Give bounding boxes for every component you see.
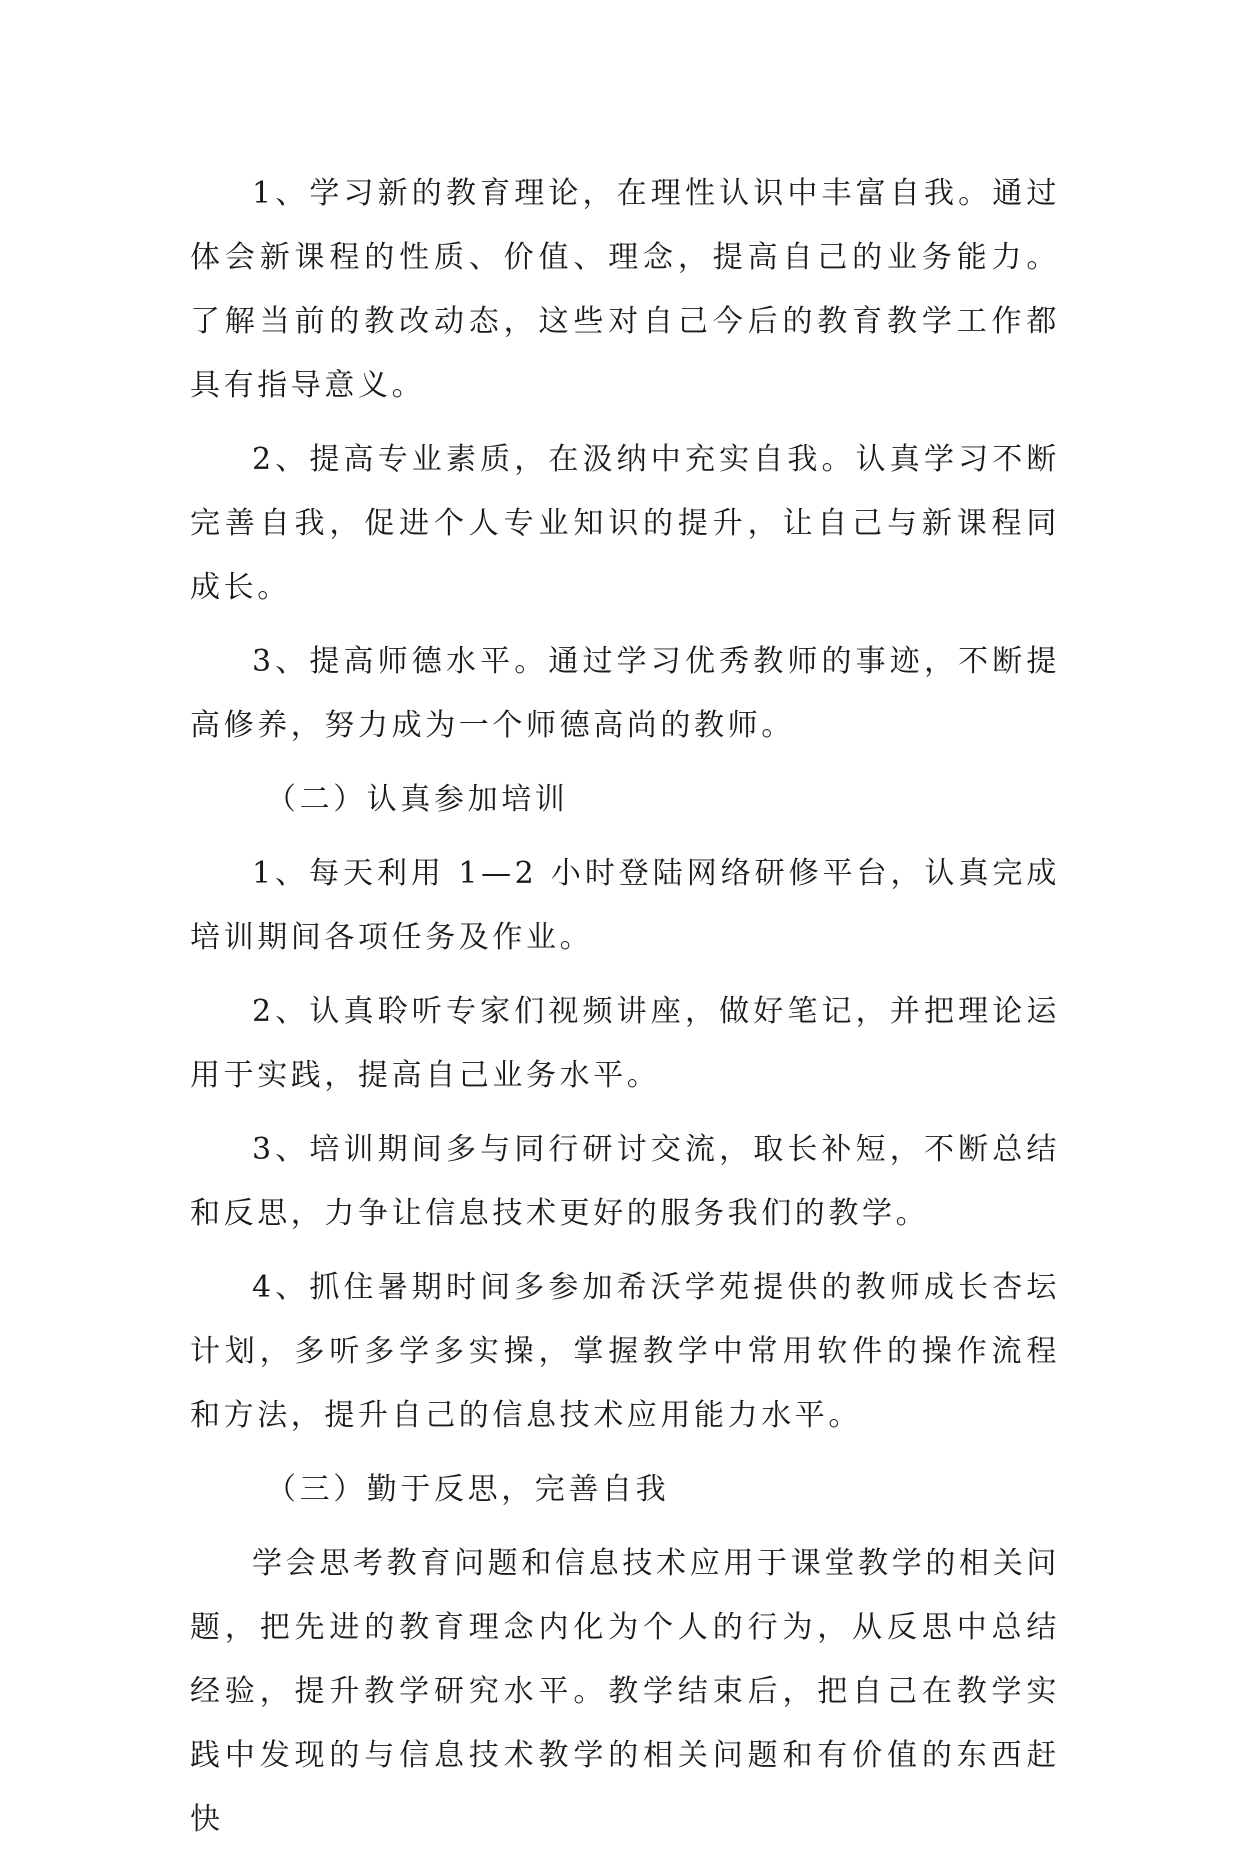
paragraph-6: 3、培训期间多与同行研讨交流，取长补短，不断总结和反思，力争让信息技术更好的服务我们的教学。: [190, 1132, 1060, 1231]
section-heading-3: （三）勤于反思，完善自我: [266, 1472, 670, 1507]
paragraph-1: 1、学习新的教育理论，在理性认识中丰富自我。通过体会新课程的性质、价值、理念，提高自己的业务能力。了解当前的教改动态，这些对自己今后的教育教学工作都具有指导意义。: [190, 176, 1060, 403]
paragraph-4: 1、每天利用 1—2 小时登陆网络研修平台，认真完成培训期间各项任务及作业。: [190, 856, 1060, 955]
document-body: [190, 162, 1060, 1862]
paragraph-7: 4、抓住暑期时间多参加希沃学苑提供的教师成长杏坛计划，多听多学多实操，掌握教学中常用软件的操作流程和方法，提升自己的信息技术应用能力水平。: [190, 1270, 1060, 1433]
paragraph-5: 2、认真聆听专家们视频讲座，做好笔记，并把理论运用于实践，提高自己业务水平。: [190, 994, 1060, 1093]
paragraph-3: 3、提高师德水平。通过学习优秀教师的事迹，不断提高修养，努力成为一个师德高尚的教师。: [190, 644, 1060, 743]
paragraph-8: 学会思考教育问题和信息技术应用于课堂教学的相关问题，把先进的教育理念内化为个人的行为，从反思中总结经验，提升教学研究水平。教学结束后，把自己在教学实践中发现的与信息技术教学的相关问题和有价值的东西赶快: [190, 1546, 1060, 1837]
section-heading-2: （二）认真参加培训: [266, 782, 569, 817]
paragraph-2: 2、提高专业素质，在汲纳中充实自我。认真学习不断完善自我，促进个人专业知识的提升，让自己与新课程同成长。: [190, 442, 1060, 605]
